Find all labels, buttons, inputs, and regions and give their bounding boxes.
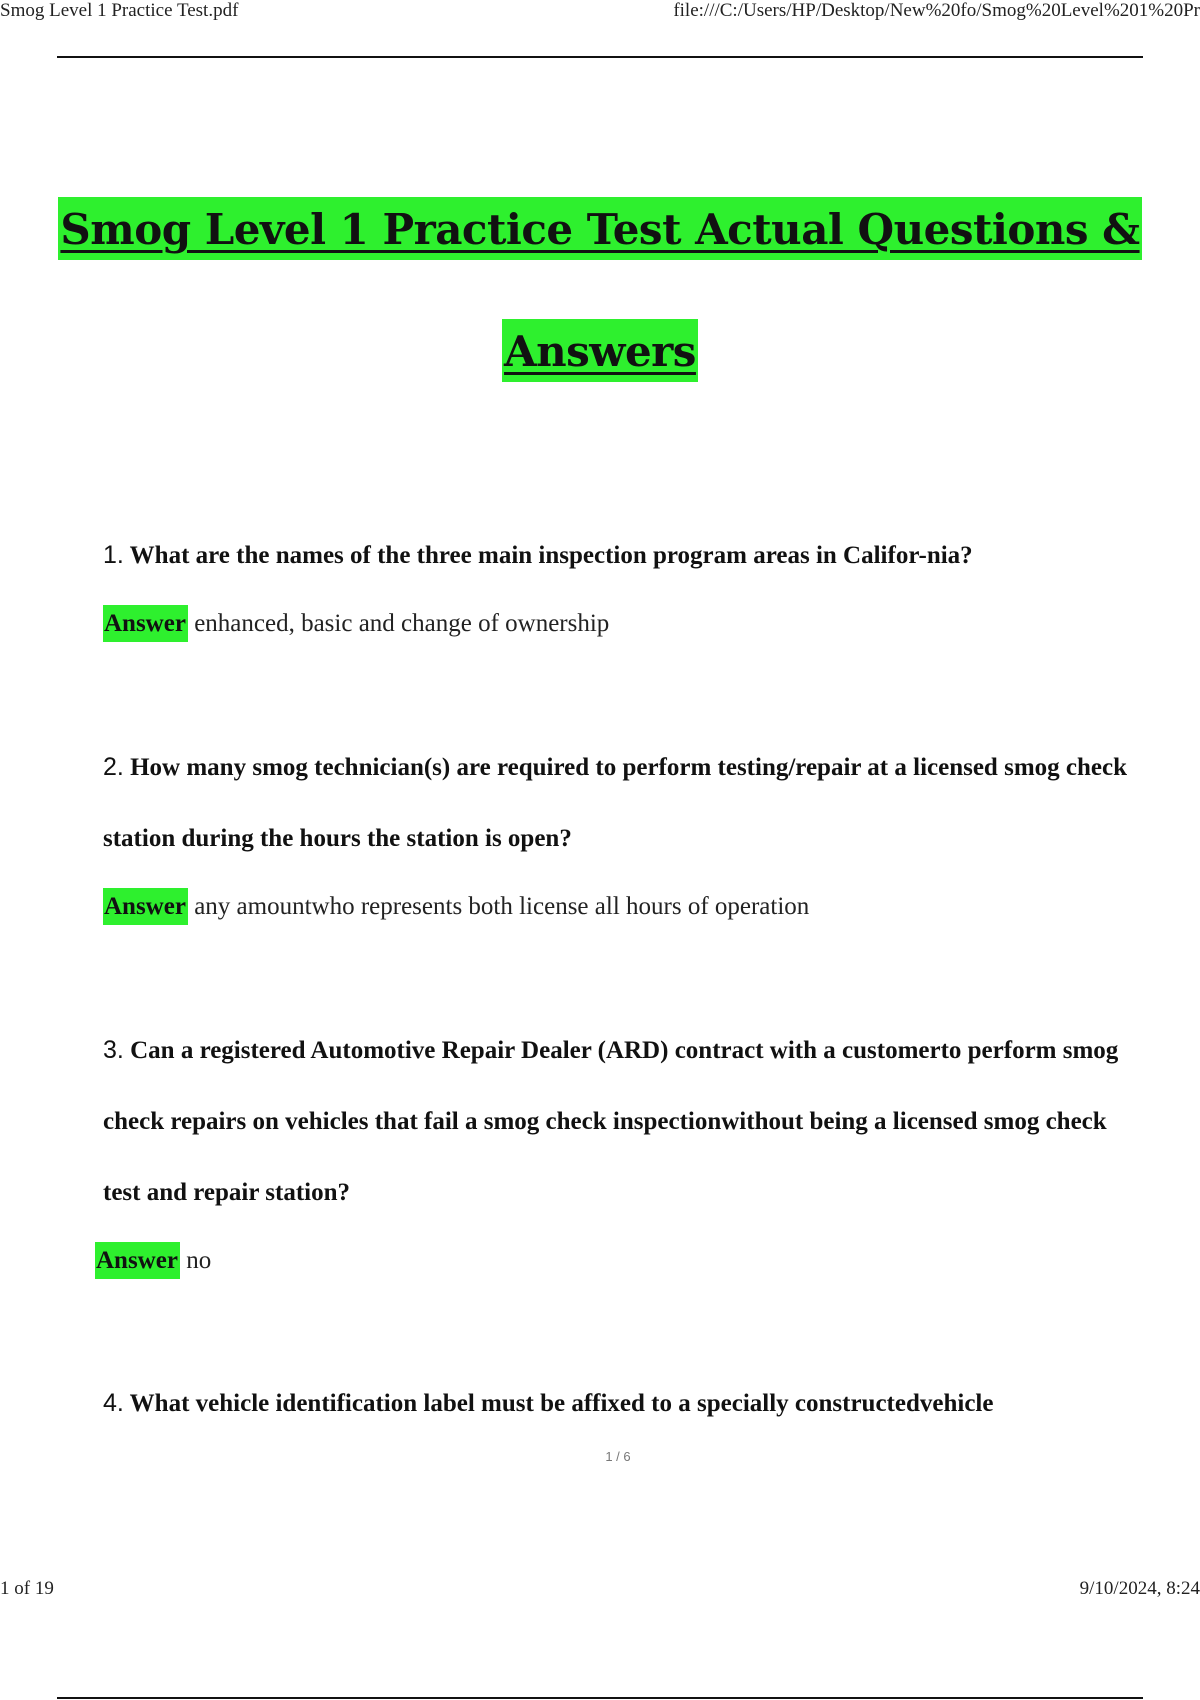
- print-header-url: file:///C:/Users/HP/Desktop/New%20fo/Smog%20Level%201%20Pr: [673, 0, 1200, 21]
- question-text: How many smog technician(s) are required to perform testing/repair at a licensed smog check station during the hours the station is open?: [103, 754, 1127, 852]
- question-2: [103, 732, 1133, 874]
- answer-2: [103, 893, 809, 921]
- question-text: What vehicle identification label must be affixed to a specially constructedvehicle: [129, 1390, 994, 1417]
- answer-text: no: [186, 1247, 212, 1274]
- print-footer-datetime: 9/10/2024, 8:24: [1079, 1578, 1200, 1599]
- answer-label: Answer: [95, 1242, 180, 1279]
- bottom-divider: [57, 1697, 1143, 1699]
- question-3: [103, 1015, 1133, 1228]
- title-line-1-wrap: [0, 197, 1200, 260]
- answer-1: [103, 610, 609, 638]
- page-indicator: 1 / 6: [605, 1449, 631, 1464]
- question-number: 2.: [103, 753, 124, 781]
- print-footer-page-count: 1 of 19: [0, 1578, 54, 1599]
- top-divider: [57, 56, 1143, 58]
- answer-label: Answer: [103, 888, 188, 925]
- document-title-line-1: Smog Level 1 Practice Test Actual Questions &: [58, 197, 1141, 260]
- print-header-title: Smog Level 1 Practice Test.pdf: [0, 0, 239, 21]
- document-title-line-2: Answers: [502, 319, 698, 382]
- answer-label: Answer: [103, 605, 188, 642]
- answer-text: enhanced, basic and change of ownership: [194, 610, 610, 637]
- question-text: What are the names of the three main inspection program areas in Califor-nia?: [129, 542, 973, 569]
- question-number: 3.: [103, 1036, 124, 1064]
- answer-3: [95, 1247, 211, 1275]
- question-4: [103, 1368, 1133, 1439]
- answer-text: any amountwho represents both license all hours of operation: [194, 893, 810, 920]
- question-1: [103, 520, 1133, 591]
- question-number: 1.: [103, 541, 124, 569]
- question-text: Can a registered Automotive Repair Dealer (ARD) contract with a customerto perform smog check repairs on vehicles that fail a smog check inspectionwithout being a licensed smog check test and repair station?: [103, 1037, 1119, 1206]
- question-number: 4.: [103, 1389, 124, 1417]
- title-line-2-wrap: [0, 319, 1200, 382]
